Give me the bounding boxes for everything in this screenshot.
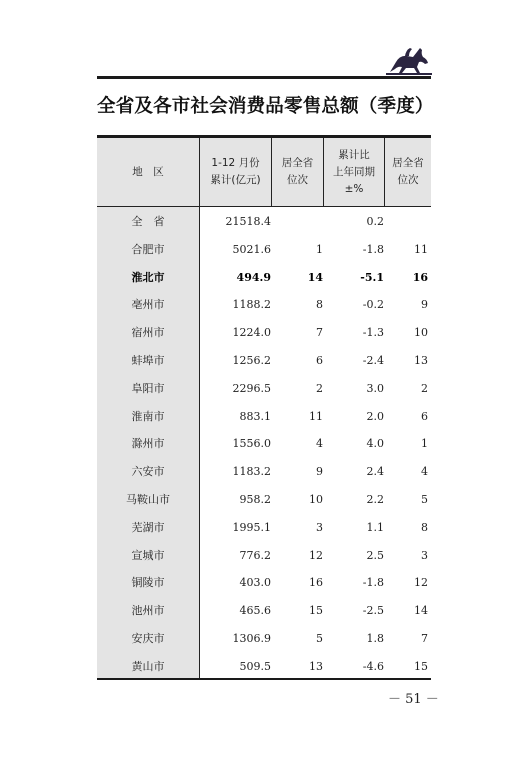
cell-yoy: -1.8 <box>362 242 384 256</box>
cell-total: 1224.0 <box>232 326 271 340</box>
cell-rank1: 7 <box>316 326 323 340</box>
cell-yoy: 2.4 <box>366 465 384 479</box>
cell-rank2: 16 <box>412 270 428 284</box>
cell-yoy: -2.4 <box>362 354 384 367</box>
cell-yoy: 0.2 <box>366 215 384 228</box>
table-row <box>97 264 431 292</box>
cell-total: 465.6 <box>239 604 271 618</box>
table-row <box>97 569 431 597</box>
cell-rank1: 5 <box>316 632 323 645</box>
cell-rank2 <box>384 208 428 236</box>
cell-rank2: 6 <box>421 409 428 423</box>
cell-region: 淮南市 <box>131 409 165 423</box>
cell-rank2: 12 <box>414 576 428 590</box>
cell-region: 宣城市 <box>131 548 165 562</box>
cell-rank2: 5 <box>421 493 428 506</box>
header-yoy: 累计比 上年同期 ±% <box>333 148 375 195</box>
header-rank-total: 居全省 位次 <box>281 157 314 186</box>
cell-rank2: 10 <box>414 326 428 340</box>
cell-rank1: 6 <box>316 354 323 367</box>
cell-region: 黄山市 <box>131 659 165 673</box>
header-total: 1-12 月份 累计(亿元) <box>210 157 261 186</box>
cell-rank1: 14 <box>307 270 323 284</box>
cell-total: 883.1 <box>239 409 271 423</box>
table-row <box>97 514 431 542</box>
horse-logo-icon <box>386 46 432 76</box>
cell-total: 21518.4 <box>225 215 271 228</box>
cell-rank2: 13 <box>414 354 428 367</box>
cell-region: 淮北市 <box>131 270 165 284</box>
cell-rank2: 2 <box>421 381 428 395</box>
cell-total: 2296.5 <box>232 381 271 395</box>
cell-rank1: 11 <box>309 409 323 423</box>
cell-yoy: 4.0 <box>366 437 384 451</box>
table-row <box>97 653 431 681</box>
header-rank-yoy: 居全省 位次 <box>392 157 424 186</box>
cell-total: 1183.2 <box>232 465 271 479</box>
cell-rank2: 4 <box>421 465 428 479</box>
cell-region: 安庆市 <box>131 632 165 645</box>
cell-rank2: 3 <box>421 548 428 562</box>
cell-yoy: -4.6 <box>362 659 384 673</box>
table-row <box>97 319 431 347</box>
cell-rank1 <box>271 208 323 236</box>
cell-region: 铜陵市 <box>131 576 165 590</box>
cell-region: 马鞍山市 <box>126 493 170 506</box>
cell-yoy: 1.1 <box>366 520 384 534</box>
cell-region: 阜阳市 <box>131 381 165 395</box>
cell-rank1: 13 <box>309 659 323 673</box>
table-row <box>97 347 431 375</box>
header-region: 地 区 <box>132 165 164 178</box>
cell-rank2: 1 <box>421 437 428 451</box>
cell-rank1: 8 <box>316 298 323 312</box>
cell-total: 1256.2 <box>232 354 271 367</box>
cell-rank1: 1 <box>316 242 323 256</box>
table-row <box>97 236 431 264</box>
cell-rank1: 10 <box>309 493 323 506</box>
cell-region: 亳州市 <box>131 298 165 312</box>
cell-yoy: 1.8 <box>366 632 384 645</box>
cell-rank1: 4 <box>316 437 323 451</box>
cell-region: 宿州市 <box>131 326 165 340</box>
cell-total: 1188.2 <box>232 298 271 312</box>
cell-yoy: 2.5 <box>366 548 384 562</box>
cell-total: 1306.9 <box>232 632 271 645</box>
cell-yoy: 2.0 <box>366 409 384 423</box>
header-divider <box>97 206 431 207</box>
table-row <box>97 430 431 458</box>
table-row <box>97 486 431 514</box>
cell-yoy: 3.0 <box>366 381 384 395</box>
cell-region: 合肥市 <box>131 242 165 256</box>
cell-rank1: 2 <box>316 381 323 395</box>
cell-rank1: 12 <box>309 548 323 562</box>
table-row <box>97 458 431 486</box>
page-title: 全省及各市社会消费品零售总额（季度） <box>97 96 434 117</box>
cell-region: 全 省 <box>131 215 165 228</box>
cell-total: 958.2 <box>239 493 271 506</box>
cell-total: 776.2 <box>239 548 271 562</box>
cell-region: 蚌埠市 <box>131 354 165 367</box>
table-bottom-rule <box>97 678 431 680</box>
table-row <box>97 625 431 653</box>
cell-rank1: 16 <box>309 576 323 590</box>
cell-rank1: 15 <box>309 604 323 618</box>
cell-rank2: 7 <box>421 632 428 645</box>
table-row <box>97 403 431 431</box>
cell-yoy: -1.3 <box>362 326 384 340</box>
cell-yoy: -5.1 <box>360 270 384 284</box>
cell-rank2: 8 <box>421 520 428 534</box>
cell-total: 403.0 <box>239 576 271 590</box>
cell-rank2: 9 <box>421 298 428 312</box>
table-row <box>97 375 431 403</box>
cell-rank1: 3 <box>316 520 323 534</box>
cell-rank2: 15 <box>414 659 428 673</box>
header-rule <box>97 76 431 79</box>
table-row <box>97 542 431 570</box>
table-row <box>97 208 431 236</box>
cell-yoy: -1.8 <box>362 576 384 590</box>
cell-total: 1995.1 <box>232 520 271 534</box>
cell-region: 池州市 <box>131 604 165 618</box>
cell-yoy: -2.5 <box>362 604 384 618</box>
cell-rank2: 11 <box>414 242 428 256</box>
cell-total: 1556.0 <box>232 437 271 451</box>
cell-region: 滁州市 <box>131 437 165 451</box>
cell-yoy: -0.2 <box>362 298 384 312</box>
cell-rank1: 9 <box>316 465 323 479</box>
cell-region: 芜湖市 <box>131 520 165 534</box>
cell-region: 六安市 <box>131 465 165 479</box>
cell-total: 509.5 <box>239 659 271 673</box>
cell-total: 494.9 <box>236 270 271 284</box>
cell-rank2: 14 <box>414 604 428 618</box>
table-row <box>97 597 431 625</box>
page-number: － 51 － <box>388 692 439 707</box>
table-row <box>97 291 431 319</box>
cell-yoy: 2.2 <box>366 493 384 506</box>
cell-total: 5021.6 <box>232 242 271 256</box>
